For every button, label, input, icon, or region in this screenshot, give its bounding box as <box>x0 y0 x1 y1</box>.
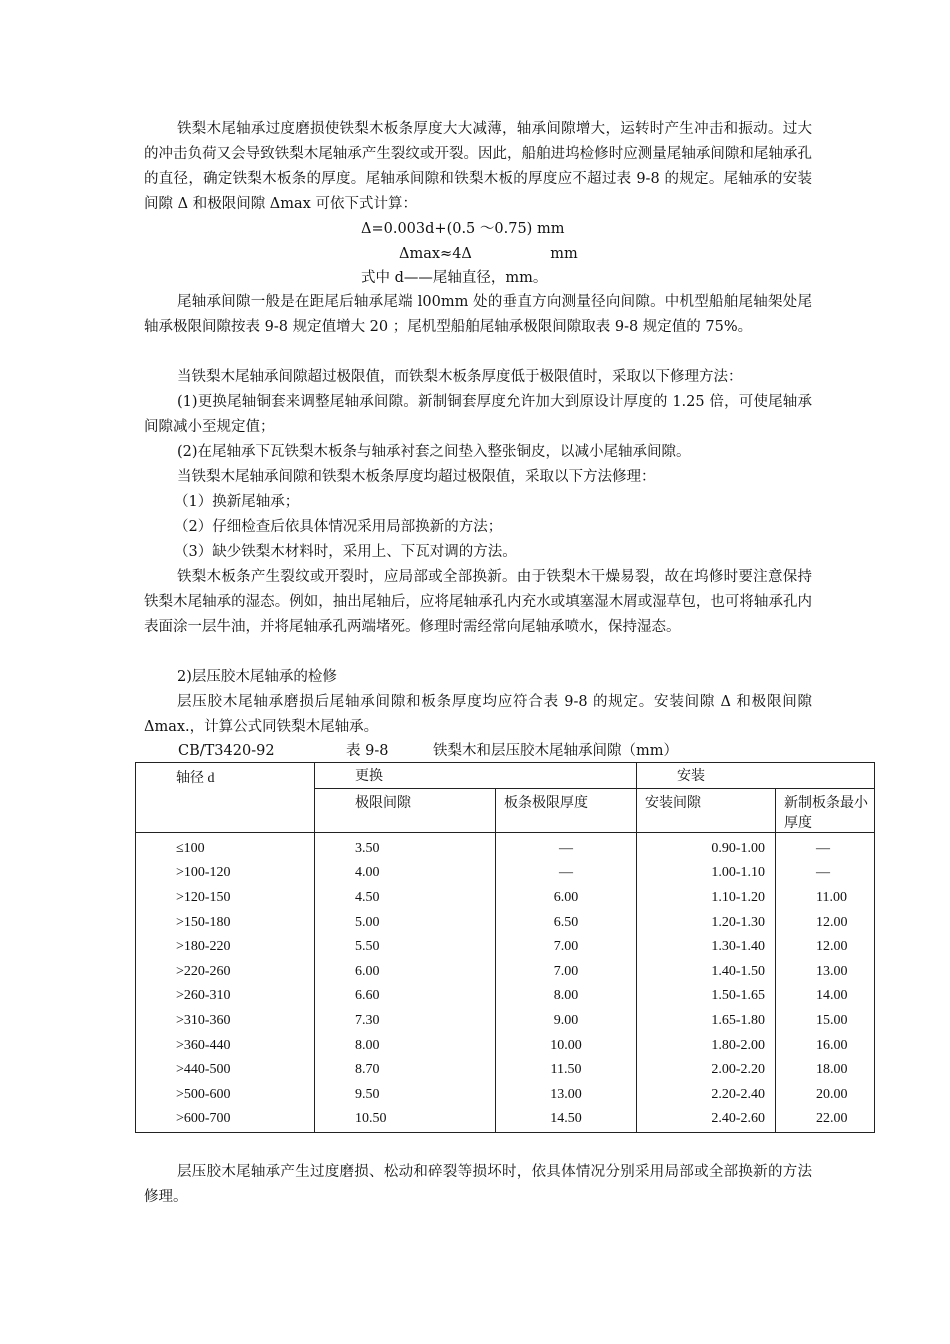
cell-install-gap: 1.80-2.00 <box>637 1033 776 1058</box>
table-row <box>136 935 875 960</box>
header-strip-limit-thickness: 板条极限厚度 <box>496 788 637 832</box>
cell-strip-limit: 14.50 <box>496 1107 637 1132</box>
cell-install-gap: 1.50-1.65 <box>637 984 776 1009</box>
cell-limit-gap: 6.60 <box>315 984 496 1009</box>
table-row <box>136 1033 875 1058</box>
table-row <box>136 1083 875 1108</box>
cell-install-gap: 1.30-1.40 <box>637 935 776 960</box>
cell-limit-gap: 4.00 <box>315 861 496 886</box>
cell-shaft: >120-150 <box>136 886 315 911</box>
paragraph-repair-method-2: (2)在尾轴承下瓦铁梨木板条与轴承衬套之间垫入整张铜皮，以减小尾轴承间隙。 <box>177 444 691 460</box>
cell-shaft: >500-600 <box>136 1083 315 1108</box>
cell-limit-gap: 3.50 <box>315 832 496 861</box>
cell-install-gap: 2.20-2.40 <box>637 1083 776 1108</box>
cell-limit-gap: 9.50 <box>315 1083 496 1108</box>
header-install: 安装 <box>637 763 875 789</box>
table-standard: CB/T3420-92 <box>178 743 275 759</box>
cell-new-strip-min: 12.00 <box>776 910 875 935</box>
header-new-strip-min-thickness: 新制板条最小厚度 <box>776 788 875 832</box>
cell-shaft: >180-220 <box>136 935 315 960</box>
cell-new-strip-min: — <box>776 832 875 861</box>
cell-shaft: >150-180 <box>136 910 315 935</box>
paragraph-wear-intro: 铁梨木尾轴承过度磨损使铁梨木板条厚度大大减薄，轴承间隙增大，运转时产生冲击和振动。过大的冲击负荷又会导致铁梨木尾轴承产生裂纹或开裂。因此，船舶进坞检修时应测量尾轴承间隙和尾轴承孔的直径，确定铁梨木板条的厚度。尾轴承间隙和铁梨木板的厚度应不超过表 9-8 的规定。尾轴承的安装间隙 Δ 和极限间隙 Δmax 可依下式计算： <box>144 121 812 212</box>
cell-strip-limit: 10.00 <box>496 1033 637 1058</box>
table-row <box>136 861 875 886</box>
cell-shaft: >220-260 <box>136 960 315 985</box>
cell-limit-gap: 6.00 <box>315 960 496 985</box>
cell-strip-limit: — <box>496 832 637 861</box>
cell-new-strip-min: 18.00 <box>776 1058 875 1083</box>
cell-strip-limit: 6.50 <box>496 910 637 935</box>
cell-new-strip-min: 13.00 <box>776 960 875 985</box>
cell-strip-limit: 11.50 <box>496 1058 637 1083</box>
header-limit-gap: 极限间隙 <box>315 788 496 832</box>
cell-strip-limit: 7.00 <box>496 960 637 985</box>
cell-install-gap: 2.00-2.20 <box>637 1058 776 1083</box>
cell-install-gap: 1.20-1.30 <box>637 910 776 935</box>
paragraph-measurement: 尾轴承间隙一般是在距尾后轴承尾端 l00mm 处的垂直方向测量径向间隙。中机型船舶尾轴架处尾轴承极限间隙按表 9-8 规定值增大 20 ；尾机型船舶尾轴承极限间隙取表 9-8 规定值的 75%。 <box>144 294 812 335</box>
table-row <box>136 1107 875 1132</box>
cell-install-gap: 1.00-1.10 <box>637 861 776 886</box>
paragraph-repair-method-1: (1)更换尾轴铜套来调整尾轴承间隙。新制铜套厚度允许加大到原设计厚度的 1.25 倍，可使尾轴承间隙减小至规定值； <box>144 394 812 435</box>
cell-install-gap: 1.40-1.50 <box>637 960 776 985</box>
cell-shaft: >440-500 <box>136 1058 315 1083</box>
list-item-replace-bearing: （1）换新尾轴承； <box>174 494 300 510</box>
cell-shaft: ≤100 <box>136 832 315 861</box>
cell-shaft: >600-700 <box>136 1107 315 1132</box>
table-row <box>136 832 875 861</box>
section-heading-laminated: 2)层压胶木尾轴承的检修 <box>177 669 337 685</box>
cell-install-gap: 0.90-1.00 <box>637 832 776 861</box>
list-item-swap-shells: （3）缺少铁梨木材料时，采用上、下瓦对调的方法。 <box>174 544 517 560</box>
cell-new-strip-min: 22.00 <box>776 1107 875 1132</box>
table-row <box>136 886 875 911</box>
table-number: 表 9-8 <box>346 743 389 759</box>
cell-strip-limit: 7.00 <box>496 935 637 960</box>
cell-limit-gap: 5.00 <box>315 910 496 935</box>
table-row <box>136 984 875 1009</box>
cell-shaft: >260-310 <box>136 984 315 1009</box>
header-install-gap: 安装间隙 <box>637 788 776 832</box>
header-shaft-diameter: 轴径 d <box>136 763 315 833</box>
cell-install-gap: 1.10-1.20 <box>637 886 776 911</box>
table-row <box>136 910 875 935</box>
table-row <box>136 1009 875 1034</box>
cell-shaft: >310-360 <box>136 1009 315 1034</box>
formula-install-gap: Δ=0.003d+(0.5 ～0.75) mm <box>361 221 565 237</box>
cell-new-strip-min: 14.00 <box>776 984 875 1009</box>
cell-strip-limit: — <box>496 861 637 886</box>
cell-shaft: >360-440 <box>136 1033 315 1058</box>
cell-new-strip-min: 11.00 <box>776 886 875 911</box>
paragraph-crack-repair: 铁梨木板条产生裂纹或开裂时，应局部或全部换新。由于铁梨木干燥易裂，故在坞修时要注意保持铁梨木尾轴承的湿态。例如，抽出尾轴后，应将尾轴承孔内充水或填塞湿木屑或湿草包，也可将轴承孔内表面涂一层牛油，并将尾轴承孔两端堵死。修理时需经常向尾轴承喷水，保持湿态。 <box>144 569 812 635</box>
formula-note: 式中 d——尾轴直径，mm。 <box>361 270 548 286</box>
paragraph-laminated-wear: 层压胶木尾轴承磨损后尾轴承间隙和板条厚度均应符合表 9-8 的规定。安装间隙 Δ 和极限间隙 Δmax.，计算公式同铁梨木尾轴承。 <box>144 694 812 735</box>
cell-install-gap: 1.65-1.80 <box>637 1009 776 1034</box>
paragraph-laminated-repair: 层压胶木尾轴承产生过度磨损、松动和碎裂等损坏时，依具体情况分别采用局部或全部换新的方法修理。 <box>144 1164 812 1205</box>
table-row <box>136 960 875 985</box>
cell-limit-gap: 10.50 <box>315 1107 496 1132</box>
cell-limit-gap: 7.30 <box>315 1009 496 1034</box>
cell-limit-gap: 8.70 <box>315 1058 496 1083</box>
cell-new-strip-min: — <box>776 861 875 886</box>
table-row <box>136 1058 875 1083</box>
list-item-partial-replace: （2）仔细检查后依具体情况采用局部换新的方法； <box>174 519 503 535</box>
header-replace: 更换 <box>315 763 637 789</box>
paragraph-repair-condition-1: 当铁梨木尾轴承间隙超过极限值，而铁梨木板条厚度低于极限值时，采取以下修理方法： <box>177 369 743 385</box>
table-title: 铁梨木和层压胶木尾轴承间隙（mm） <box>433 743 678 759</box>
cell-new-strip-min: 12.00 <box>776 935 875 960</box>
formula-limit-gap: Δmax≈4Δ mm <box>399 246 578 262</box>
cell-new-strip-min: 15.00 <box>776 1009 875 1034</box>
cell-limit-gap: 5.50 <box>315 935 496 960</box>
cell-shaft: >100-120 <box>136 861 315 886</box>
paragraph-repair-condition-2: 当铁梨木尾轴承间隙和铁梨木板条厚度均超过极限值，采取以下方法修理： <box>177 469 656 485</box>
cell-limit-gap: 4.50 <box>315 886 496 911</box>
cell-strip-limit: 13.00 <box>496 1083 637 1108</box>
cell-strip-limit: 9.00 <box>496 1009 637 1034</box>
cell-install-gap: 2.40-2.60 <box>637 1107 776 1132</box>
bearing-clearance-table <box>135 762 875 1133</box>
cell-strip-limit: 8.00 <box>496 984 637 1009</box>
cell-strip-limit: 6.00 <box>496 886 637 911</box>
cell-new-strip-min: 20.00 <box>776 1083 875 1108</box>
cell-limit-gap: 8.00 <box>315 1033 496 1058</box>
cell-new-strip-min: 16.00 <box>776 1033 875 1058</box>
